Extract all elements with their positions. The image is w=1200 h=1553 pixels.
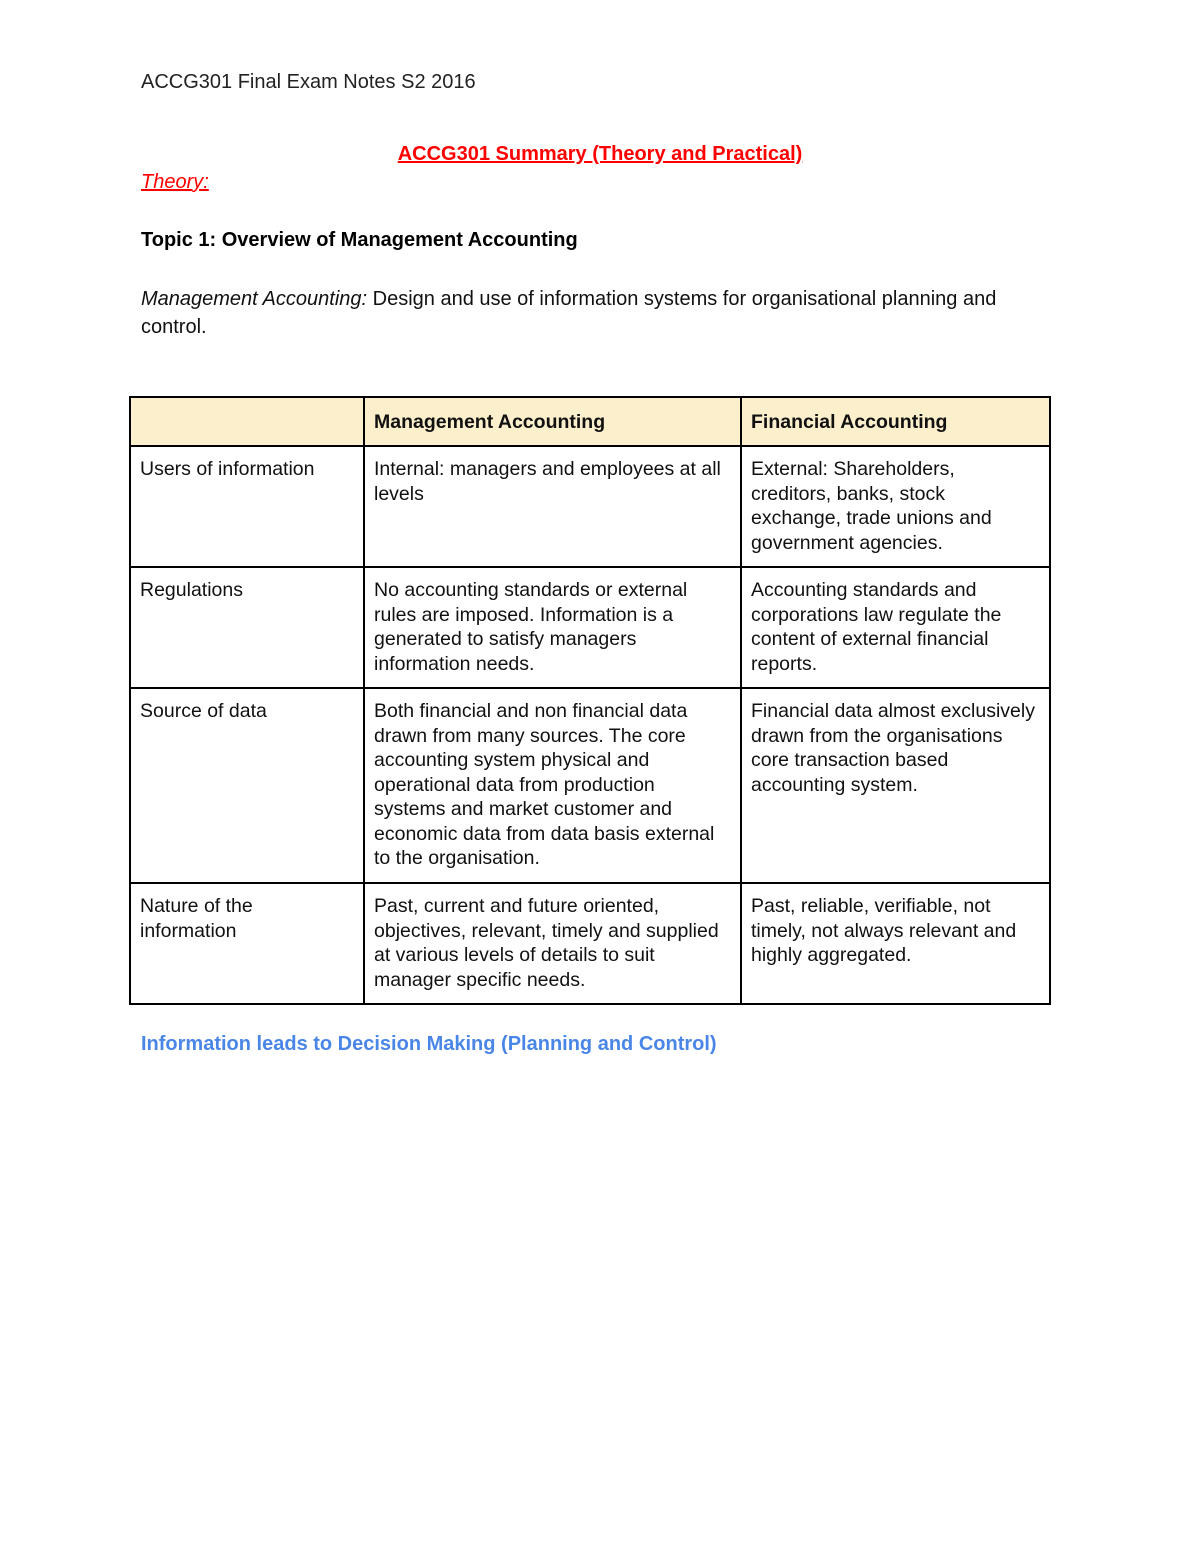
header-cell-management: Management Accounting bbox=[364, 397, 741, 446]
management-cell: Both financial and non financial data drawn from many sources. The core accounting system physical and operational data from production systems and market customer and economic data from data basis external to the organisation. bbox=[364, 688, 741, 883]
document-title: ACCG301 Summary (Theory and Practical) bbox=[397, 143, 803, 165]
management-cell: Internal: managers and employees at all levels bbox=[364, 446, 741, 567]
management-cell: Past, current and future oriented, objectives, relevant, timely and supplied at various levels of details to suit manager specific needs. bbox=[364, 883, 741, 1004]
definition-paragraph bbox=[141, 285, 1041, 341]
financial-cell: Past, reliable, verifiable, not timely, not always relevant and highly aggregated. bbox=[741, 883, 1050, 1004]
definition-term: Management Accounting: bbox=[141, 288, 368, 310]
financial-cell: Financial data almost exclusively drawn from the organisations core transaction based accounting system. bbox=[741, 688, 1050, 883]
definition-text: Design and use of information systems for organisational planning and control. bbox=[141, 288, 997, 338]
table-row bbox=[130, 567, 1050, 688]
topic-heading: Topic 1: Overview of Management Accounting bbox=[141, 229, 578, 251]
financial-cell: Accounting standards and corporations law regulate the content of external financial reports. bbox=[741, 567, 1050, 688]
table-row bbox=[130, 883, 1050, 1004]
table-row bbox=[130, 446, 1050, 567]
row-label: Nature of the information bbox=[130, 883, 364, 1004]
management-cell: No accounting standards or external rules are imposed. Information is a generated to satisfy managers information needs. bbox=[364, 567, 741, 688]
closing-heading: Information leads to Decision Making (Planning and Control) bbox=[141, 1033, 717, 1055]
comparison-table bbox=[129, 396, 1051, 1005]
page-header: ACCG301 Final Exam Notes S2 2016 bbox=[141, 71, 476, 93]
row-label: Users of information bbox=[130, 446, 364, 567]
row-label: Source of data bbox=[130, 688, 364, 883]
header-cell-financial: Financial Accounting bbox=[741, 397, 1050, 446]
section-label: Theory: bbox=[141, 171, 209, 193]
table-header-row bbox=[130, 397, 1050, 446]
financial-cell: External: Shareholders, creditors, banks, stock exchange, trade unions and government agencies. bbox=[741, 446, 1050, 567]
header-cell-blank bbox=[130, 397, 364, 446]
row-label: Regulations bbox=[130, 567, 364, 688]
table-row bbox=[130, 688, 1050, 883]
